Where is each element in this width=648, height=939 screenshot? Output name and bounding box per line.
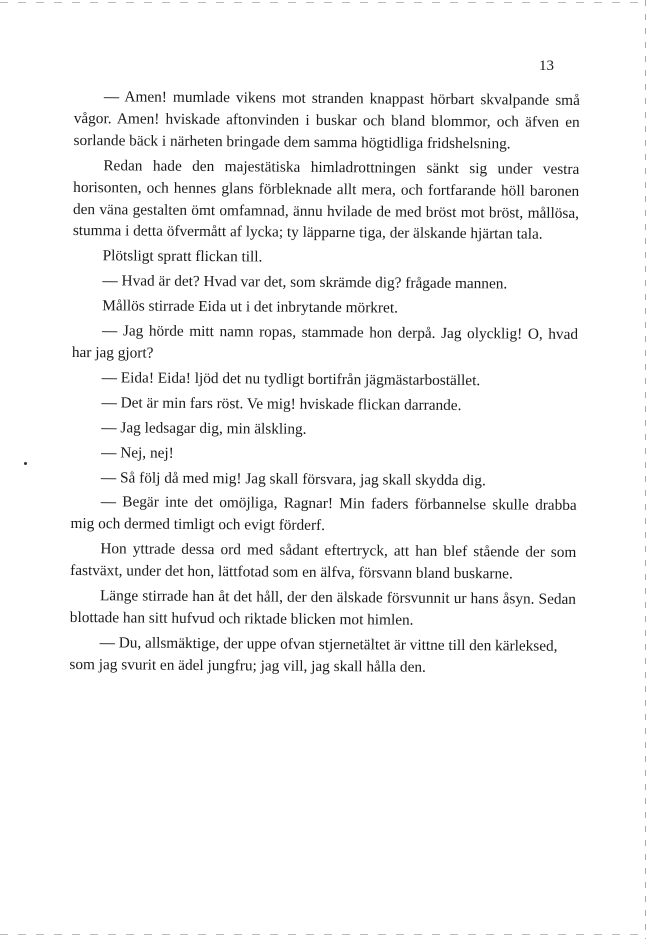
paragraph: Länge stirrade han åt det håll, der den älskade försvunnit ur hans åsyn. Sedan blottade han sitt hufvud och riktade blicken mot himlen. [69, 587, 577, 629]
paragraph: — Det är min fars röst. Ve mig! hviskade flickan darrande. [101, 394, 462, 414]
paragraph: — Du, allsmäktige, der uppe ofvan stjernetältet är vittne till den kärleksed, som jag svurit en ädel jungfru; jag vill, jag skall hålla den. [69, 634, 558, 676]
paragraph: Redan hade den majestätiska himladrottningen sänkt sig under vestra horisonten, och hennes glans förbleknade allt mera, och fortfarande höll baronen den väna gestalten ömt omfamnad, ännu hvilade de med bröst mot bröst, mållösa, stumma i detta öfvermått af lycka; ty läpparne tiga, der älskande hjärtan tala. [72, 156, 580, 244]
paragraph: — Jag ledsagar dig, min älskling. [101, 418, 307, 438]
scan-edge-top [0, 2, 648, 3]
paragraph: — Så följ då med mig! Jag skall försvara, jag skall skydda dig. [100, 468, 486, 489]
paragraph: Mållös stirrade Eida ut i det inbrytande mörkret. [102, 297, 399, 317]
paragraph: — Begär inte det omöjliga, Ragnar! Min faders förbannelse skulle drabba mig och dermed timligt och evigt förderf. [70, 493, 577, 535]
paragraph: — Amen! mumlade vikens mot stranden knappast hörbart skvalpande små vågor. Amen! hviskade aftonvinden i buskar och bland blommor, och äfven en sorlande bäck i närheten bringade dem samma högtidliga fridshelsning. [73, 88, 580, 153]
scan-speck [24, 462, 27, 465]
paragraph: — Jag hörde mitt namn ropas, stammade hon derpå. Jag olycklig! O, hvad har jag gjort? [71, 322, 579, 362]
scan-edge-bottom [0, 934, 648, 935]
paragraph: Plötsligt spratt flickan till. [102, 247, 263, 266]
body-text [69, 86, 580, 683]
page-number: 13 [539, 58, 554, 74]
paragraph: — Eida! Eida! ljöd det nu tydligt bortifrån jägmästarbostället. [101, 369, 481, 390]
scan-edge-right [645, 0, 646, 939]
paragraph: — Hvad är det? Hvad var det, som skrämde dig? frågade mannen. [102, 272, 508, 293]
paragraph: — Nej, nej! [101, 443, 174, 462]
paragraph: Hon yttrade dessa ord med sådant eftertryck, att han blef stående der som fastväxt, under det hon, lättfotad som en älfva, försvann bland buskarne. [70, 540, 577, 583]
